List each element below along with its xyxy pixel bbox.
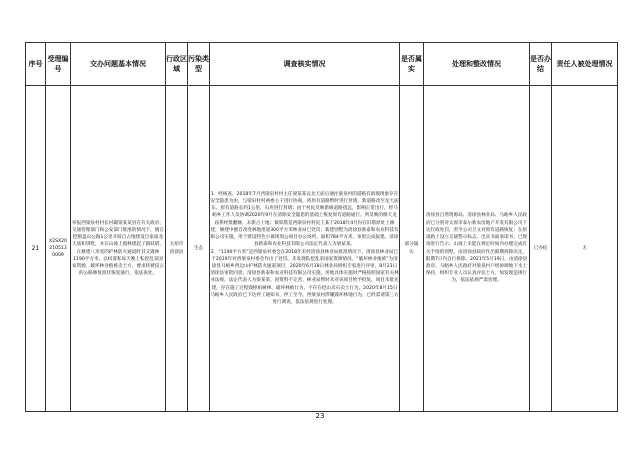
cell-responsible: 无 bbox=[552, 86, 618, 412]
header-district: 行政区域 bbox=[166, 43, 188, 86]
cell-case-no: X2SX202105130009 bbox=[46, 86, 71, 412]
header-verified: 是否属实 bbox=[400, 43, 424, 86]
cell-closed: 已办结 bbox=[530, 86, 552, 412]
header-case-no: 受理编号 bbox=[46, 43, 71, 86]
header-responsible: 责任人被处理情况 bbox=[552, 43, 618, 86]
investigation-para-2: 2．“1190平方米”是西梁泉村委会在2018年未经清徐县林业局批准情况下，清徐县林业局已于2019年对西梁泉村委会作出了处罚。未发现私挖乱采国家资源情况。“破坏林业植被”为清徐县马峪乡西边山护林防火通道项目，2020年6月18日林业局组织专家进行评审，8月23日清徐县审批同意，清徐县新泰和农业科技有限公司实施，用地具体实施时严格按照国家有关林业法规，法定代表人为梁某某。因资料不完善，林业局暂时未对该项目给予批复，项目未批先建，存在施工过程毁掉柏树林、破坏林被行为，不存在挖山卖石卖土行为。2020年8月15日马峪乡人民政府已下达停工通知书，停工至今。西梁泉村涉嫌毁坏林地行为，已经需请第三方进行调查，依法依规进行处理。 bbox=[210, 249, 399, 305]
cell-investigation bbox=[210, 86, 400, 412]
header-type: 污染类型 bbox=[188, 43, 210, 86]
cell-seq: 21 bbox=[26, 86, 46, 412]
case-table bbox=[25, 42, 618, 412]
header-row bbox=[26, 43, 618, 86]
header-seq: 序号 bbox=[26, 43, 46, 86]
page-number: 23 bbox=[315, 412, 325, 420]
cell-verified: 部分属实 bbox=[400, 86, 424, 412]
cell-district: 太原市清徐县 bbox=[166, 86, 188, 412]
table-row bbox=[26, 86, 618, 412]
cell-handling: 清徐县自然资源局、清徐县林业局、马峪乡人民政府已分别对太原市泰尔新农房地产开发有限公司下达行政处罚，责令公司卫文对原有道路恢复；在原道路上设立交通警示标志、出具书面承诺书，已现场进行告示；山坡上未能在规定时间内办理完成有关手续的别墅，由清徐县政府作出限期拆除决定，限期7日内自行拆除。2021年5月19日，由清徐县政府、马峪乡人民政府对梁泉村户组协调地下水土保持，组织专业人员认真评估土方，如发现违规行为，依法依规严肃处理。 bbox=[424, 86, 530, 412]
header-handling: 处理和整改情况 bbox=[424, 43, 530, 86]
cell-issue: 举报西梁泉村村长村霸梁某某县在有关政府、交通管理部门和公安部门批准的情况下，擅自挖断盘山公路1公里开辟自占地建设自家庙龙天庙和別墅，并在山坡上毁林建起了镇妖塔，在修建八米宽的护林防火通道时其又毁林1190平方米，以权谋私每天晚上私挖乱采国家资源，破坏林业植被卖土方，要求将被侵占的公路修复原状恢复通行，依法查处。 bbox=[71, 86, 166, 412]
header-issue: 交办问题基本情况 bbox=[71, 43, 166, 86]
header-closed: 是否办结 bbox=[530, 43, 552, 86]
header-investigation: 调查核实情况 bbox=[210, 43, 400, 86]
cell-type: 生态 bbox=[188, 86, 210, 412]
investigation-para-1: 1．经核查，2018年7月西梁泉村村主任梁某某以龙天庙后通往梁泉村的道路有滑坡现象存在安全隐患为由，与梁泉村村两委主干进行协商，将原有道路暂时进行封堵，新道路改至龙天庙东。原有道路长约1公里，石块进行封堵；由于村民反映新修道路绕远，影响正常出行，经马峪乡工作人员协调2020年9月在清除安全隐患的基础上恢复原有道路通行。所反映的修天龙庙系经批翻修，未新占土地；镇妖塔是西梁泉村村民王某于2018年4月份在旧塔原址上修建，修建中擅自改变林地用途300平方米林业局已处罚；新建别墅为清徐县新泰和农业科技有限公司实施，用于建设特色小镇规划公项目办公场所，面积784平方米，审批完成报建。清徐县新泰和农业科技有限公司法定代表人为梁某某。 bbox=[210, 191, 399, 248]
